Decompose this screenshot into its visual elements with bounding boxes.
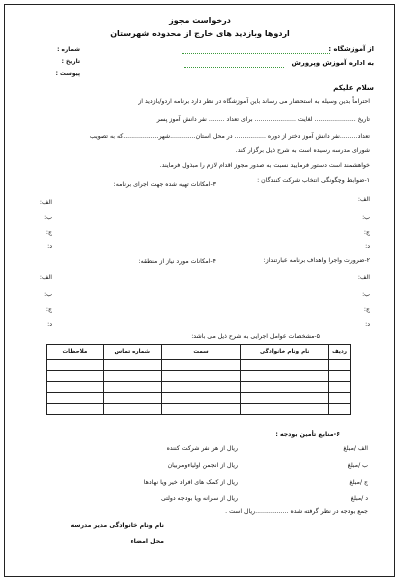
funding-desc-a: ریال از هر نفر شرکت کننده — [166, 445, 238, 452]
section-6-title: ۶-منابع تأمین بودجه : — [275, 431, 340, 438]
table-cell[interactable] — [241, 371, 329, 382]
s3-item-b: ب: — [44, 214, 52, 221]
table-cell[interactable] — [47, 360, 104, 371]
s1-item-c: ج: — [363, 229, 370, 236]
paragraph-line-1: احتراماً بدین وسیله به استحضار می رساند باین آموزشگاه در نظر دارد برنامه اردو/بازدید از — [138, 98, 370, 105]
table-cell[interactable] — [161, 360, 241, 371]
section-3-title: ۳-امکانات تهیه شده جهت اجرای برنامه: — [113, 181, 216, 188]
table-cell[interactable] — [329, 404, 351, 415]
form-title: درخواست مجوز — [169, 16, 231, 25]
s2-item-b: ب: — [362, 291, 370, 298]
s4-item-c: ج: — [45, 306, 52, 313]
section-4-title: ۴-امکانات مورد نیاز از منطقه: — [138, 258, 216, 265]
table-cell[interactable] — [241, 382, 329, 393]
office-field[interactable] — [184, 67, 284, 68]
number-label: شماره : — [57, 47, 80, 53]
school-field[interactable] — [182, 53, 330, 54]
signature-label: محل امضاء — [130, 538, 164, 545]
staff-table — [46, 344, 351, 415]
table-row — [47, 404, 351, 415]
form-subtitle: اردوها وبازدید های خارج از محدوده شهرستان — [110, 29, 290, 38]
header-position: سمت — [161, 345, 241, 360]
table-cell[interactable] — [47, 393, 104, 404]
s2-item-c: ج: — [363, 306, 370, 313]
table-cell[interactable] — [329, 382, 351, 393]
funding-label-b: ب /مبلغ — [347, 462, 368, 469]
table-cell[interactable] — [103, 371, 161, 382]
header-full-name: نام ونام خانوادگی — [241, 345, 329, 360]
table-row — [47, 393, 351, 404]
section-5-title: ۵-مشخصات عوامل اجرایی به شرح ذیل می باشد: — [191, 333, 320, 340]
table-cell[interactable] — [161, 404, 241, 415]
table-row — [47, 371, 351, 382]
table-cell[interactable] — [161, 371, 241, 382]
table-cell[interactable] — [241, 360, 329, 371]
header-notes: ملاحظات — [47, 345, 104, 360]
paragraph-line-2: تاریخ ..................... لغایت ..................... برای تعداد ........ نفر دانش آموز پسر — [156, 116, 370, 123]
table-cell[interactable] — [103, 382, 161, 393]
paragraph-line-4: شورای مدرسه رسیده است به شرح ذیل برگزار کند. — [235, 147, 370, 154]
s1-item-b: ب: — [362, 214, 370, 221]
table-cell[interactable] — [103, 393, 161, 404]
table-cell[interactable] — [47, 371, 104, 382]
s3-item-c: ج: — [45, 229, 52, 236]
paragraph-line-3: تعداد.........نفر دانش آموز دختر از دوره ................ در محل استان.............شهر..................که به تصویب — [89, 133, 370, 140]
header-row-number: ردیف — [329, 345, 351, 360]
funding-label-a: الف /مبلغ — [343, 445, 368, 452]
attachment-label: پیوست : — [55, 71, 80, 77]
section-2-title: ۲-ضرورت واجرا واهداف برنامه عبارتنداز: — [263, 257, 370, 264]
funding-label-c: ج /مبلغ — [349, 479, 368, 486]
table-cell[interactable] — [161, 393, 241, 404]
s4-item-b: ب: — [44, 291, 52, 298]
funding-label-d: د /مبلغ — [350, 495, 368, 502]
table-cell[interactable] — [329, 393, 351, 404]
funding-total: جمع بودجه در نظر گرفته شده .................ریال است . — [225, 508, 368, 515]
table-cell[interactable] — [47, 404, 104, 415]
table-cell[interactable] — [241, 393, 329, 404]
s3-item-d: د: — [47, 243, 52, 250]
s4-item-d: د: — [47, 321, 52, 328]
section-1-title: ۱-ضوابط وچگونگی انتخاب شرکت کنندگان : — [257, 177, 370, 184]
table-cell[interactable] — [103, 360, 161, 371]
table-cell[interactable] — [329, 360, 351, 371]
table-cell[interactable] — [47, 382, 104, 393]
s2-item-d: د: — [365, 321, 370, 328]
funding-desc-c: ریال از کمک های افراد خیر ویا نهادها — [143, 479, 238, 486]
table-row — [47, 360, 351, 371]
school-label: از آموزشگاه : — [328, 45, 374, 53]
table-header-row — [47, 345, 351, 360]
s1-item-a: الف: — [357, 196, 370, 203]
table-cell[interactable] — [103, 404, 161, 415]
office-label: به اداره آموزش وپرورش — [291, 59, 374, 67]
s2-item-a: الف: — [357, 274, 370, 281]
principal-name-label: نام ونام خانوادگی مدیر مدرسه — [70, 522, 164, 529]
table-cell[interactable] — [161, 382, 241, 393]
funding-desc-b: ریال از انجمن اولیاءومربیان — [167, 462, 238, 469]
table-cell[interactable] — [241, 404, 329, 415]
date-label: تاریخ : — [61, 59, 80, 65]
request-line: خواهشمند است دستور فرمایید نسبت به صدور مجوز اقدام لازم را مبذول فرمایند. — [159, 162, 370, 169]
table-cell[interactable] — [329, 371, 351, 382]
s1-item-d: د: — [365, 243, 370, 250]
s3-item-a: الف: — [39, 199, 52, 206]
header-phone: شماره تماس — [103, 345, 161, 360]
funding-desc-d: ریال از سرانه ویا بودجه دولتی — [160, 495, 238, 502]
s4-item-a: الف: — [39, 274, 52, 281]
table-row — [47, 382, 351, 393]
greeting: سلام علیکم — [333, 83, 374, 92]
